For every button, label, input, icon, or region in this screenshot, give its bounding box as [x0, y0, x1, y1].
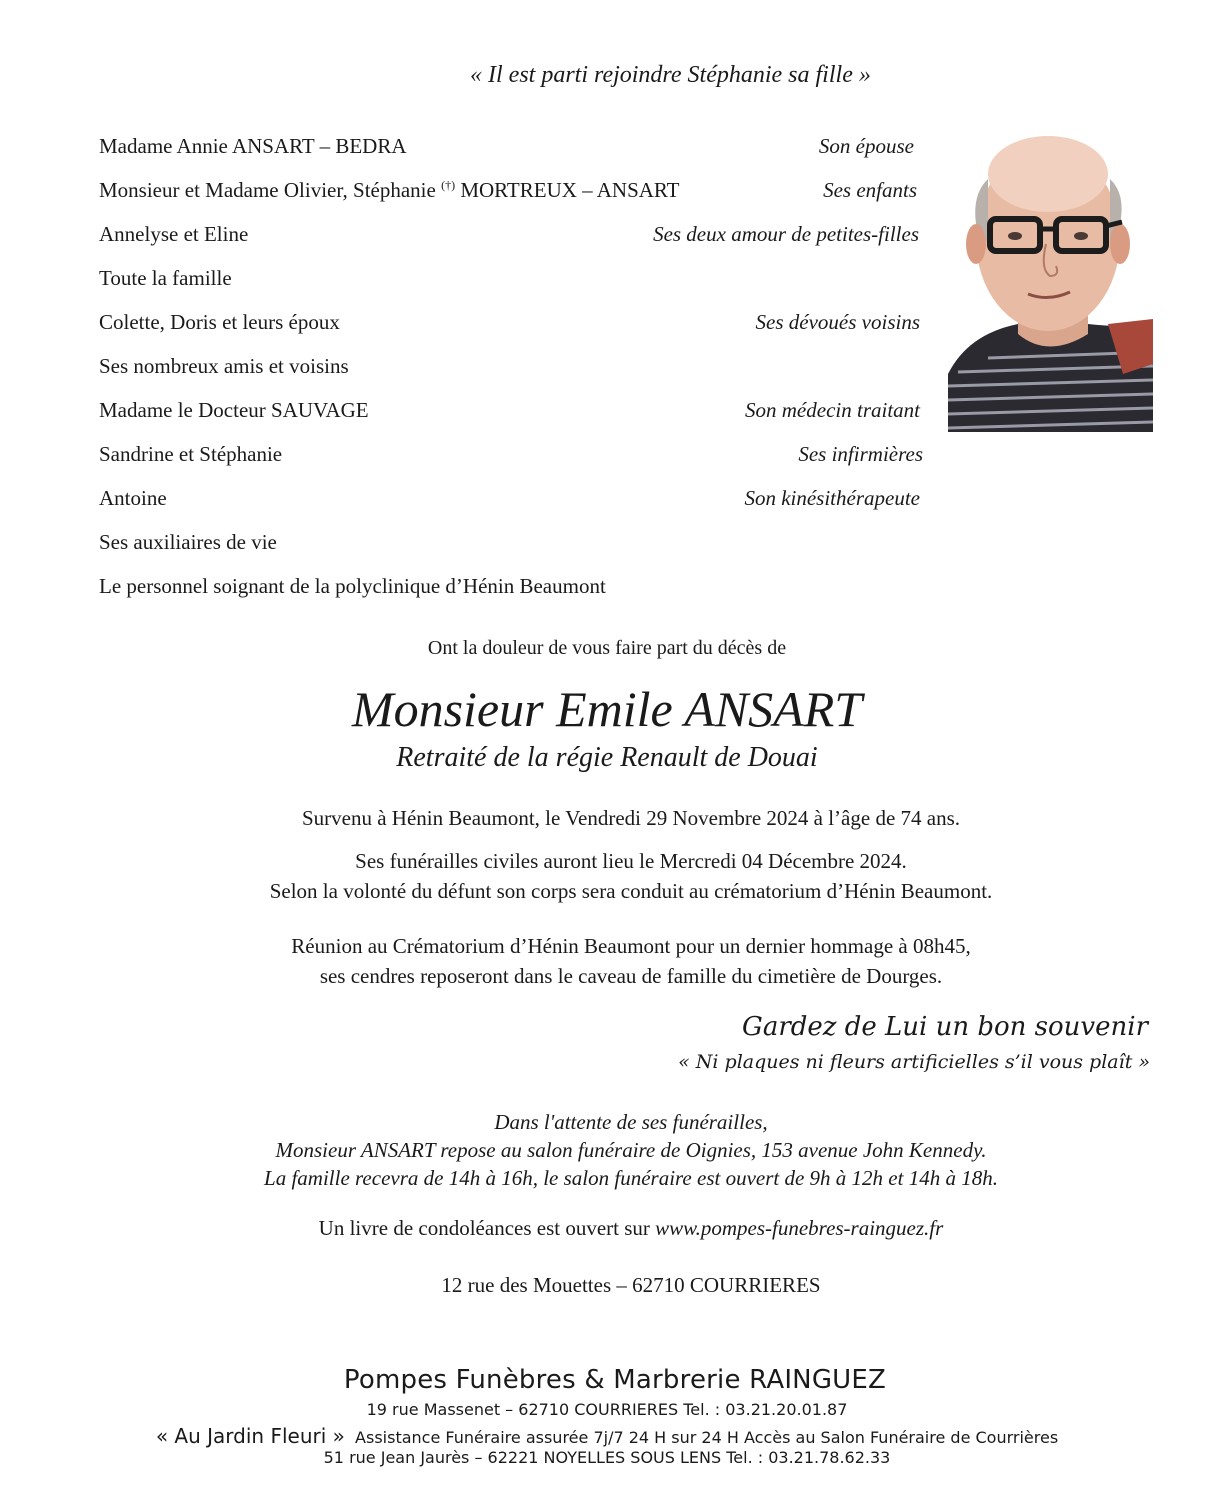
deceased-marker: (†) — [441, 178, 456, 192]
funeral-line: Selon la volonté du défunt son corps sera conduit au crématorium d’Hénin Beaumont. — [269, 879, 993, 903]
family-name: Antoine — [99, 486, 167, 510]
family-name: Sandrine et Stéphanie — [99, 442, 283, 466]
jardin-fleuri: « Au Jardin Fleuri » — [155, 1424, 345, 1448]
condolences-link[interactable]: www.pompes-funebres-rainguez.fr — [655, 1216, 944, 1240]
family-role: Son épouse — [818, 134, 914, 158]
viewing-line: Dans l'attente de ses funérailles, — [494, 1110, 768, 1134]
announcement-intro: Ont la douleur de vous faire part du décès de — [427, 637, 787, 659]
family-role: Ses infirmières — [798, 442, 923, 466]
funeral-home-address: 19 rue Massenet – 62710 COURRIERES Tel. : 03.21.20.01.87 — [366, 1400, 848, 1419]
epigraph: « Il est parti rejoindre Stéphanie sa fille » — [470, 62, 871, 88]
portrait-photo — [948, 134, 1153, 432]
deceased-name: Monsieur Emile ANSART — [351, 681, 863, 737]
funeral-home-services — [0, 1424, 1214, 1448]
funeral-line: Ses funérailles civiles auront lieu le Mercredi 04 Décembre 2024. — [355, 849, 907, 873]
funeral-home-name: Pompes Funèbres & Marbrerie RAINGUEZ — [343, 1365, 887, 1395]
family-role: Ses enfants — [823, 178, 917, 202]
viewing-line: La famille recevra de 14h à 16h, le salon funéraire est ouvert de 9h à 12h et 14h à 18h. — [264, 1166, 998, 1190]
death-notice: Survenu à Hénin Beaumont, le Vendredi 29 Novembre 2024 à l’âge de 74 ans. — [301, 806, 961, 830]
family-role: Son kinésithérapeute — [744, 486, 920, 510]
family-name: Le personnel soignant de la polyclinique d’Hénin Beaumont — [99, 574, 606, 598]
viewing-line: Monsieur ANSART repose au salon funéraire de Oignies, 153 avenue John Kennedy. — [275, 1138, 987, 1162]
viewing-info — [24, 1108, 1214, 1192]
services-text: Assistance Funéraire assurée 7j/7 24 H sur 24 H Accès au Salon Funéraire de Courrières — [355, 1428, 1059, 1447]
family-role: Ses dévoués voisins — [755, 310, 920, 334]
family-name: Colette, Doris et leurs époux — [99, 310, 340, 334]
family-role: Son médecin traitant — [745, 398, 920, 422]
reunion-line: Réunion au Crématorium d’Hénin Beaumont pour un dernier hommage à 08h45, — [291, 934, 971, 958]
family-name: Madame le Docteur SAUVAGE — [99, 398, 369, 422]
family-name: Annelyse et Eline — [99, 222, 249, 246]
no-flowers-note: « Ni plaques ni fleurs artificielles s’il vous plaît » — [678, 1051, 1150, 1073]
family-address: 12 rue des Mouettes – 62710 COURRIERES — [441, 1273, 821, 1297]
family-name: Toute la famille — [99, 266, 232, 290]
family-name: Monsieur et Madame Olivier, Stéphanie (†) MORTREUX – ANSART — [99, 178, 680, 202]
family-name: Ses nombreux amis et voisins — [99, 354, 349, 378]
family-name: Ses auxiliaires de vie — [99, 530, 277, 554]
condolences-text: Un livre de condoléances est ouvert sur — [318, 1216, 656, 1240]
deceased-title: Retraité de la régie Renault de Douai — [396, 742, 818, 773]
funeral-home-address-2: 51 rue Jean Jaurès – 62221 NOYELLES SOUS LENS Tel. : 03.21.78.62.33 — [323, 1448, 891, 1467]
condolences-line — [24, 1216, 1214, 1241]
souvenir-phrase: Gardez de Lui un bon souvenir — [742, 1012, 1148, 1042]
reunion-line: ses cendres reposeront dans le caveau de famille du cimetière de Dourges. — [319, 964, 943, 988]
family-name: Madame Annie ANSART – BEDRA — [99, 134, 407, 158]
family-role: Ses deux amour de petites-filles — [653, 222, 919, 246]
